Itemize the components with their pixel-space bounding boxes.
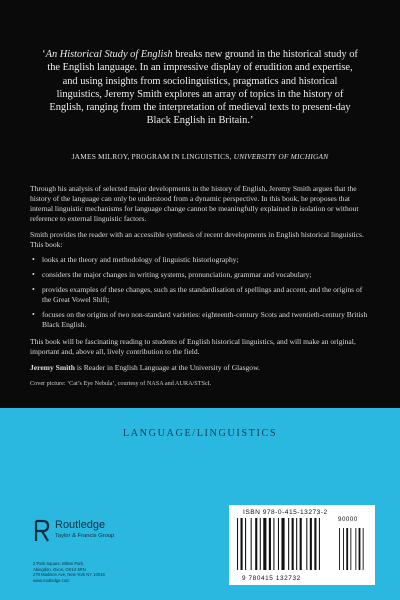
bullet-glyph: • [32,255,35,265]
blurb-paragraph-2: Smith provides the reader with an accessible synthesis of recent developments in English historical linguistics. This book: [30,229,364,249]
barcode-bars [233,518,371,576]
publisher-name: Routledge [55,519,106,531]
publisher-group: Taylor & Francis Group [55,533,115,539]
blurb-paragraph-1: Through his analysis of selected major developments in the history of English, Jeremy Smith argues that the history of the language can only be understood from a dynamic perspective. In this book, he proposes that internal linguistic mechanisms for language change cannot be meaningfully explained in isolation or without reference to external linguistic factors. [30,184,359,223]
cover-credit: Cover picture: ‘Cat’s Eye Nebula’, courtesy of NASA and AURA/STScI. [30,379,212,387]
quote-book-title: An Historical Study of English [45,49,173,60]
attribution-affiliation: UNIVERSITY OF MICHIGAN [233,152,329,161]
publisher-address [33,561,193,583]
endorsement-quote [40,48,360,128]
publisher-logo [33,517,183,557]
feature-list [30,255,372,329]
price-code: 90000 [338,516,358,523]
quote-attribution [40,152,360,161]
bullet-glyph: • [32,270,35,280]
author-bio: Jeremy Smith is Reader in English Language at the University of Glasgow. [30,362,260,372]
feature-list-item: • considers the major changes in writing systems, pronunciation, grammar and vocabulary; [32,270,312,280]
feature-list-item: • focuses on the origins of two non-standard varieties: eighteenth-century Scots and twentieth-century British Black English. [32,310,368,329]
author-name: Jeremy Smith [30,362,75,372]
bullet-glyph: • [32,285,35,295]
subject-category: LANGUAGE/LINGUISTICS [122,428,278,439]
feature-list-item: • provides examples of these changes, such as the standardisation of spellings and accent, and the origins of the Great Vowel Shift; [32,285,363,305]
barcode-number: 9 780415 132732 [242,575,301,582]
address-line: Abingdon, Oxon, OX14 4RN [33,566,86,572]
isbn-label: ISBN 978-0-415-13273-2 [243,509,328,516]
feature-list-item: • looks at the theory and methodology of linguistic historiography; [32,255,239,265]
address-line: 270 Madison Ave, New York NY 10016 [33,572,105,578]
address-line: 2 Park Square, Milton Park, [33,561,85,566]
address-line: www.routledge.com [33,577,70,583]
routledge-r-icon [33,519,51,543]
blurb-paragraph-3: This book will be fascinating reading to students of English historical linguistics, and will make an original, important and, above all, lively contribution to the field. [30,336,356,356]
attribution-name: JAMES MILROY, PROGRAM IN LINGUISTICS, [71,152,234,161]
bullet-glyph: • [32,310,35,320]
quote-text: breaks new ground in the historical study of the English language. In an impressive display of erudition and expertise, and using insights from sociolinguistics, pragmatics and historical linguistics, Jeremy Smith explores an array of topics in the history of English, ranging from the interpretation of medieval texts to present-day Black English in Britain.’ [47,49,358,127]
quote-open-mark: ‘ [42,49,46,60]
isbn-barcode [229,505,375,585]
blurb-body [30,184,372,389]
